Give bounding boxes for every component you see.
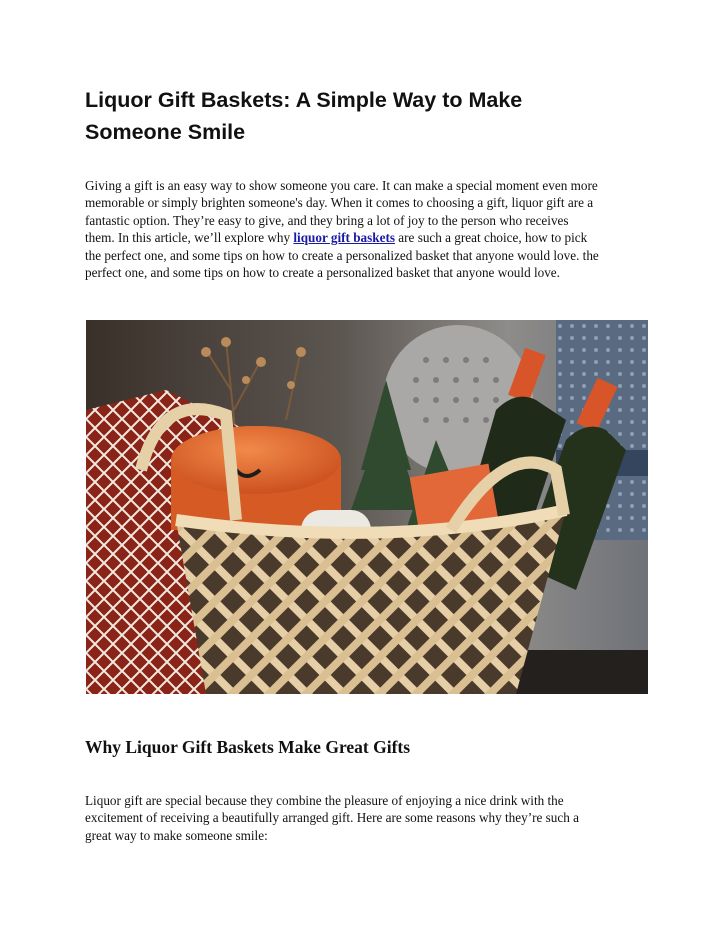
- page-title: [85, 84, 645, 148]
- intro-line-3: fantastic option. They’re easy to give, and they bring a lot of joy to the person who receives: [85, 212, 569, 228]
- intro-line-4-start: them. In this article, we’ll explore why: [85, 230, 294, 246]
- gift-basket-photo: [86, 320, 648, 694]
- intro-paragraph: [85, 177, 645, 281]
- section-line-1: Liquor gift are special because they combine the pleasure of enjoying a nice drink with the: [85, 793, 564, 808]
- section-line-2: excitement of receiving a beautifully arranged gift. Here are some reasons why they’re such a: [85, 810, 579, 826]
- title-line-1: Liquor Gift Baskets: A Simple Way to Make: [85, 88, 523, 112]
- intro-line-4: [85, 229, 645, 246]
- intro-line-6: perfect one, and some tips on how to create a personalized basket that anyone would love.: [85, 265, 560, 281]
- intro-line-5: the perfect one, and some tips on how to create a personalized basket that anyone would love. the: [85, 247, 599, 263]
- section-paragraph: [85, 792, 645, 844]
- intro-line-2: memorable or simply brighten someone's day. When it comes to choosing a gift, liquor gift are a: [85, 195, 594, 211]
- section-line-3: great way to make someone smile:: [85, 827, 268, 843]
- section-heading: Why Liquor Gift Baskets Make Great Gifts: [85, 737, 411, 757]
- intro-line-1: Giving a gift is an easy way to show someone you care. It can make a special moment even more: [85, 178, 598, 193]
- liquor-gift-baskets-link[interactable]: liquor gift baskets: [293, 230, 395, 246]
- intro-line-4-end: are such a great choice, how to pick: [395, 230, 588, 246]
- title-line-2: Someone Smile: [85, 120, 246, 144]
